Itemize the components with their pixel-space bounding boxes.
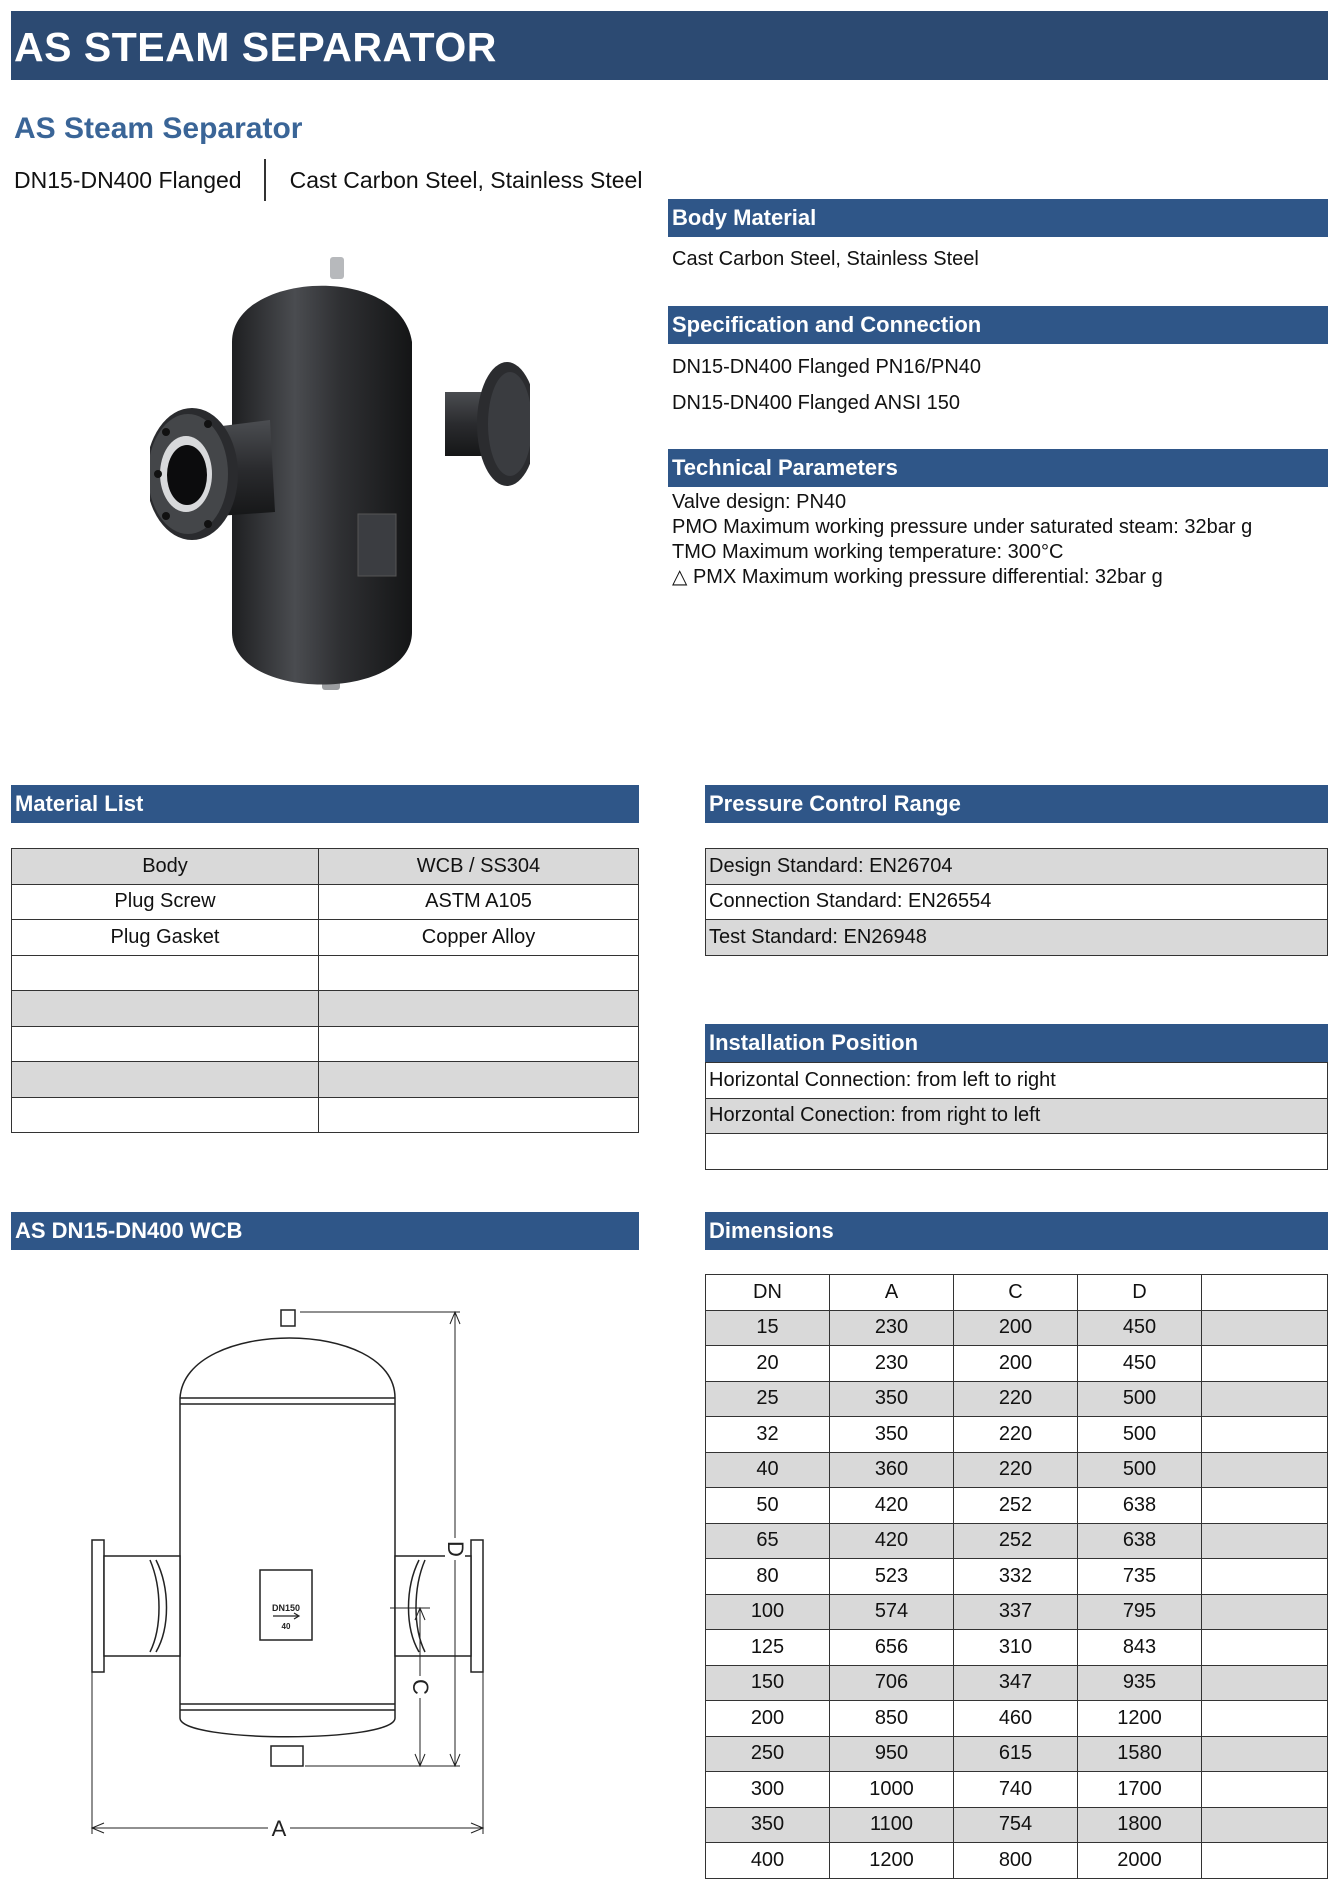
table-row: 150 706 347 935 xyxy=(706,1665,1328,1701)
tech-params-header: Technical Parameters xyxy=(668,449,1328,487)
material-list-header: Material List xyxy=(11,785,639,823)
table-row: 65 420 252 638 xyxy=(706,1523,1328,1559)
table-row: 125 656 310 843 xyxy=(706,1630,1328,1666)
table-row: Plug Screw ASTM A105 xyxy=(12,884,639,920)
dim-label-a: A xyxy=(271,1816,287,1838)
table-header-row: DN A C D xyxy=(706,1275,1328,1311)
table-row: 20 230 200 450 xyxy=(706,1346,1328,1382)
installation-table xyxy=(705,1062,1328,1170)
tech-param-1: Valve design: PN40 xyxy=(672,491,847,513)
table-row: 100 574 337 795 xyxy=(706,1594,1328,1630)
table-row xyxy=(706,1134,1328,1170)
page-title: AS STEAM SEPARATOR xyxy=(14,24,497,70)
title-bar xyxy=(11,11,1328,80)
table-row: Connection Standard: EN26554 xyxy=(706,884,1328,920)
table-row: 15 230 200 450 xyxy=(706,1310,1328,1346)
table-row: Body WCB / SS304 xyxy=(12,849,639,885)
dim-label-d: D xyxy=(443,1541,469,1557)
plate-text-2: 40 xyxy=(281,1622,291,1631)
dimensions-header: Dimensions xyxy=(705,1212,1328,1250)
pressure-control-header: Pressure Control Range xyxy=(705,785,1328,823)
table-row: 350 1100 754 1800 xyxy=(706,1807,1328,1843)
table-row: Test Standard: EN26948 xyxy=(706,920,1328,956)
product-tagline xyxy=(14,163,642,197)
table-row: Design Standard: EN26704 xyxy=(706,849,1328,885)
table-row: 250 950 615 1580 xyxy=(706,1736,1328,1772)
material-summary: Cast Carbon Steel, Stainless Steel xyxy=(289,166,643,193)
dimension-drawing xyxy=(90,1298,590,1838)
pressure-control-table xyxy=(705,848,1328,956)
table-row: 200 850 460 1200 xyxy=(706,1701,1328,1737)
material-table xyxy=(11,848,639,1133)
product-photo xyxy=(150,252,530,697)
body-material-text: Cast Carbon Steel, Stainless Steel xyxy=(672,248,979,270)
tech-param-4: △ PMX Maximum working pressure differential: 32bar g xyxy=(672,566,1163,588)
table-row: Horzontal Conection: from right to left xyxy=(706,1098,1328,1134)
dimensions-table xyxy=(705,1274,1328,1879)
table-row: 400 1200 800 2000 xyxy=(706,1843,1328,1879)
table-row: 300 1000 740 1700 xyxy=(706,1772,1328,1808)
drawing-header: AS DN15-DN400 WCB xyxy=(11,1212,639,1250)
spec-connection-header: Specification and Connection xyxy=(668,306,1328,344)
table-row xyxy=(12,1062,639,1098)
table-row: 25 350 220 500 xyxy=(706,1381,1328,1417)
plate-text-1: DN150 xyxy=(271,1603,301,1613)
divider xyxy=(264,159,266,201)
table-row: 40 360 220 500 xyxy=(706,1452,1328,1488)
dim-label-c: C xyxy=(408,1679,434,1695)
table-row xyxy=(12,1097,639,1133)
table-row: Horizontal Connection: from left to right xyxy=(706,1063,1328,1099)
spec-line-2: DN15-DN400 Flanged ANSI 150 xyxy=(672,392,960,414)
installation-header: Installation Position xyxy=(705,1024,1328,1062)
table-row xyxy=(12,991,639,1027)
product-name: AS Steam Separator xyxy=(14,112,303,145)
tech-param-3: TMO Maximum working temperature: 300°C xyxy=(672,541,1064,563)
body-material-header: Body Material xyxy=(668,199,1328,237)
table-row: 32 350 220 500 xyxy=(706,1417,1328,1453)
table-row: 80 523 332 735 xyxy=(706,1559,1328,1595)
tech-param-2: PMO Maximum working pressure under saturated steam: 32bar g xyxy=(672,516,1253,538)
size-range: DN15-DN400 Flanged xyxy=(14,166,242,193)
table-row: 50 420 252 638 xyxy=(706,1488,1328,1524)
table-row: Plug Gasket Copper Alloy xyxy=(12,920,639,956)
table-row xyxy=(12,1026,639,1062)
table-row xyxy=(12,955,639,991)
spec-line-1: DN15-DN400 Flanged PN16/PN40 xyxy=(672,356,982,378)
